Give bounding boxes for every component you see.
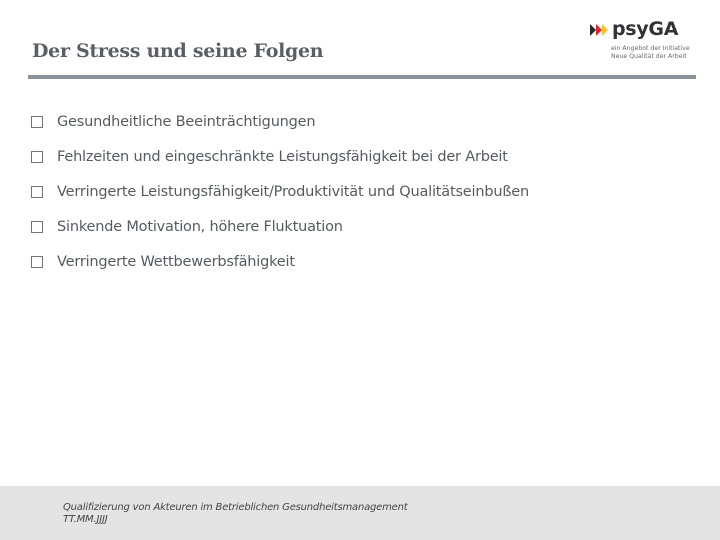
bullet-item: [31, 104, 529, 139]
arrow-red-icon: [596, 24, 602, 36]
logo-tagline-line1: ein Angebot der Initiative: [611, 45, 690, 52]
bullet-item: [31, 209, 529, 244]
bullet-text: Verringerte Leistungsfähigkeit/Produktivität und Qualitätseinbußen: [57, 183, 529, 200]
footer-text: [63, 502, 407, 526]
arrow-black-icon: [590, 24, 596, 36]
footer-date: TT.MM.JJJJ: [63, 514, 108, 525]
bullet-text: Fehlzeiten und eingeschränkte Leistungsfähigkeit bei der Arbeit: [57, 148, 508, 165]
logo-wordmark: psyGA: [612, 18, 679, 40]
checkbox-icon: [31, 256, 43, 268]
footer-course-title: Qualifizierung von Akteuren im Betrieblichen Gesundheitsmanagement: [63, 502, 408, 513]
bullet-text: Verringerte Wettbewerbsfähigkeit: [57, 253, 295, 270]
checkbox-icon: [31, 151, 43, 163]
footer-bar: [0, 486, 720, 540]
bullet-item: [31, 174, 529, 209]
bullet-text: Gesundheitliche Beeinträchtigungen: [57, 113, 316, 130]
slide-title: Der Stress und seine Folgen: [32, 40, 324, 62]
bullet-list: [31, 104, 529, 279]
checkbox-icon: [31, 221, 43, 233]
bullet-item: [31, 244, 529, 279]
psyga-logo: [590, 20, 700, 64]
bullet-item: [31, 139, 529, 174]
checkbox-icon: [31, 116, 43, 128]
title-rule: [28, 75, 696, 79]
bullet-text: Sinkende Motivation, höhere Fluktuation: [57, 218, 343, 235]
logo-tagline: [611, 45, 690, 60]
arrow-yellow-icon: [602, 24, 608, 36]
checkbox-icon: [31, 186, 43, 198]
logo-tagline-line2: Neue Qualität der Arbeit: [611, 52, 687, 60]
